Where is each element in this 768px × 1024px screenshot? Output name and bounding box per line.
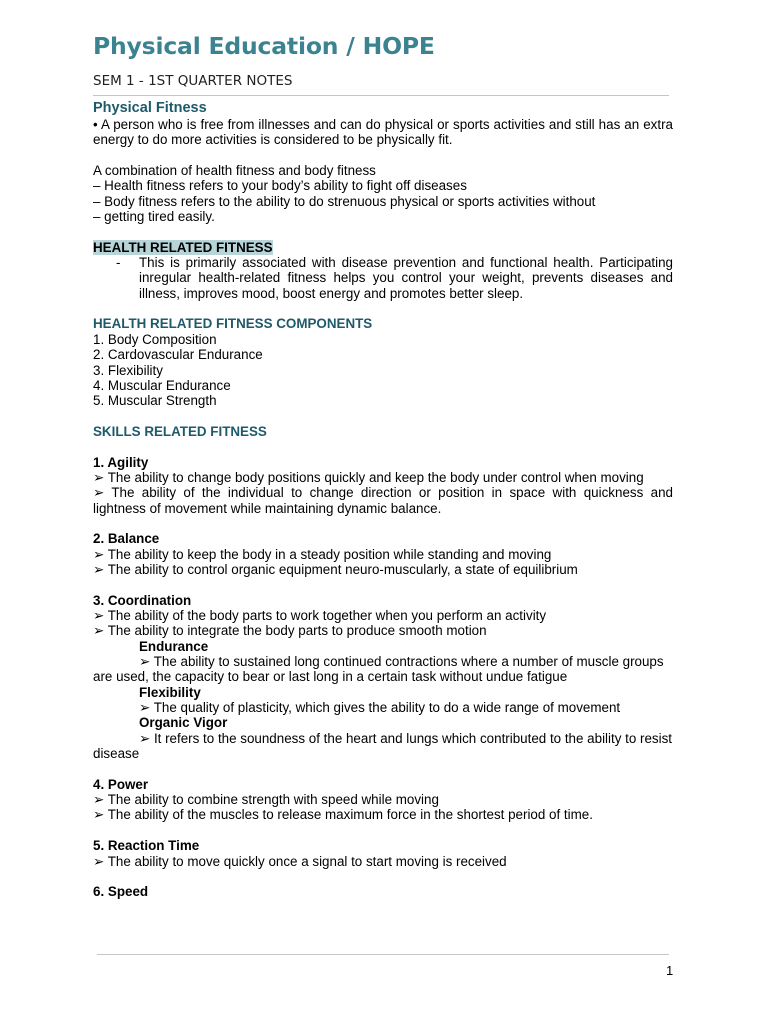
agility-title: 1. Agility (93, 454, 149, 470)
component-item: 4. Muscular Endurance (93, 377, 231, 393)
power-title: 4. Power (93, 776, 149, 792)
reaction-time-title: 5. Reaction Time (93, 838, 200, 854)
agility-line: ➢ The ability of the individual to change direction or position in space with quickness and lightness of movement while maintaining dynamic balance. (93, 485, 673, 516)
organic-vigor-text: ➢ It refers to the soundness of the heart and lungs which contributed to the ability to resist disease (93, 730, 673, 762)
power-line: ➢ The ability of the muscles to release maximum force in the shortest period of time. (93, 807, 593, 823)
component-item: 3. Flexibility (93, 362, 163, 378)
component-item: 5. Muscular Strength (93, 393, 217, 409)
page-number: 1 (666, 963, 674, 978)
coordination-title: 3. Coordination (93, 592, 192, 608)
component-item: 1. Body Composition (93, 331, 217, 347)
physical-fitness-heading: Physical Fitness (93, 100, 207, 116)
physical-fitness-bullet: • A person who is free from illnesses and can do physical or sports activities and still has an extra energy to do more activities is considered to be physically fit. (93, 117, 673, 148)
health-related-heading-text: HEALTH RELATED FITNESS (93, 239, 273, 255)
health-related-heading (93, 240, 673, 255)
combination-line: – getting tired easily. (93, 209, 215, 225)
coordination-line: ➢ The ability of the body parts to work together when you perform an activity (93, 608, 547, 623)
reaction-time-line: ➢ The ability to move quickly once a signal to start moving is received (93, 853, 507, 869)
endurance-title: Endurance (139, 638, 209, 654)
footer-divider (97, 954, 669, 955)
page-subtitle: SEM 1 - 1ST QUARTER NOTES (93, 73, 293, 89)
power-line: ➢ The ability to combine strength with speed while moving (93, 792, 439, 808)
balance-line: ➢ The ability to keep the body in a steady position while standing and moving (93, 546, 552, 562)
health-related-text: This is primarily associated with disease prevention and functional health. Participating inregular health-related fitness helps you control your weight, prevents diseases and illness, improves mood, boost energy and promotes better sleep. (139, 255, 673, 301)
combination-intro: A combination of health fitness and body fitness (93, 163, 376, 179)
endurance-text: ➢ The ability to sustained long continued contractions where a number of muscle groups are used, the capacity to bear or last long in a certain task without undue fatigue (93, 654, 664, 685)
flexibility-text: ➢ The quality of plasticity, which gives the ability to do a wide range of movement (139, 700, 621, 716)
component-item: 2. Cardovascular Endurance (93, 347, 263, 363)
balance-title: 2. Balance (93, 531, 160, 547)
coordination-line: ➢ The ability to integrate the body parts to produce smooth motion (93, 623, 487, 639)
health-related-item (93, 255, 673, 301)
skills-heading: SKILLS RELATED FITNESS (93, 423, 267, 439)
agility-line: ➢ The ability to change body positions quickly and keep the body under control when moving (93, 469, 644, 485)
page-title: Physical Education / HOPE (93, 32, 435, 60)
combination-line: – Health fitness refers to your body’s ability to fight off diseases (93, 178, 467, 194)
components-heading: HEALTH RELATED FITNESS COMPONENTS (93, 316, 373, 332)
flexibility-title: Flexibility (139, 684, 201, 700)
speed-title: 6. Speed (93, 884, 149, 900)
dash-marker: - (116, 255, 121, 271)
organic-vigor-title: Organic Vigor (139, 715, 228, 731)
combination-line: – Body fitness refers to the ability to do strenuous physical or sports activities without (93, 193, 596, 209)
balance-line: ➢ The ability to control organic equipment neuro-muscularly, a state of equilibrium (93, 561, 578, 577)
header-divider (93, 95, 669, 96)
document-body (93, 100, 673, 900)
